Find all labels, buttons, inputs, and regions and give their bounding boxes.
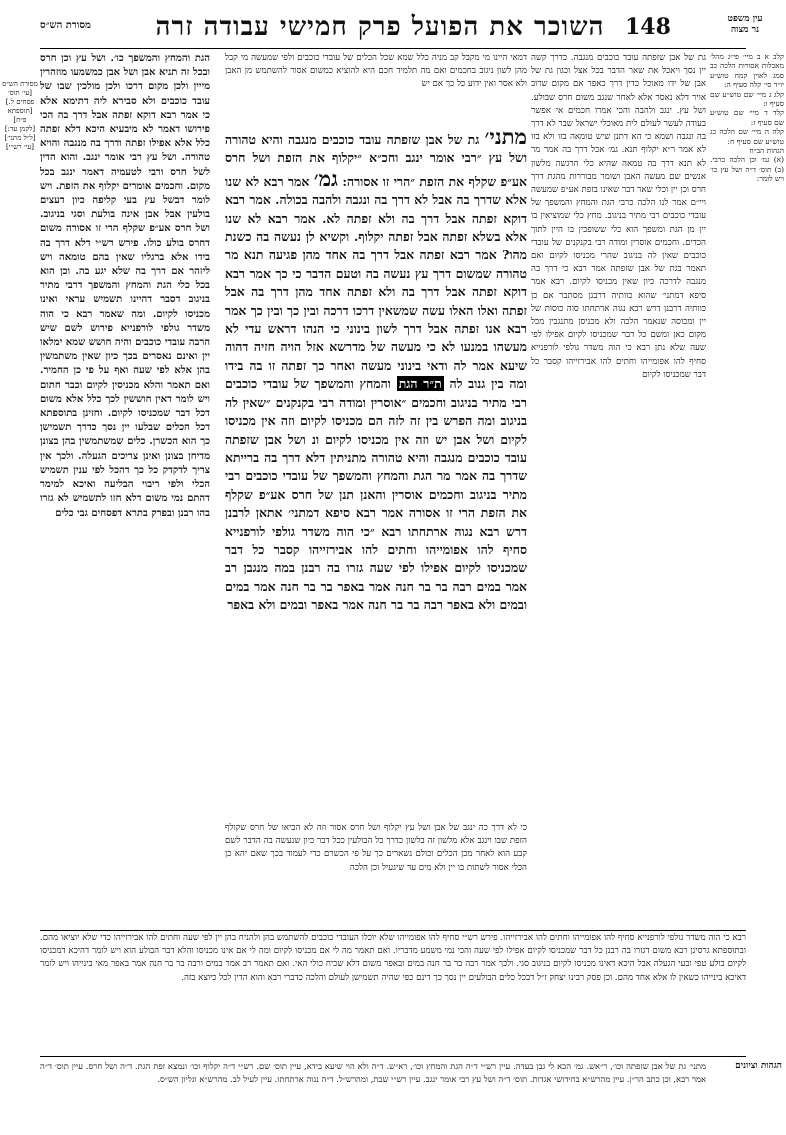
main-gemara-column [225,126,527,819]
page-title: השוכר את הפועל פרק חמישי עבודה זרה [155,12,605,42]
masoret-side-notes: מסורת הש״ס [עי׳ תוס׳ פסחים ל.] [תוספתא פ״ח] [לקמן עד:] [ל״ל מתני׳] [עי׳ רש״י] [2,80,38,151]
page-header [40,12,763,46]
full-width-commentary: רבא כי הוה משדר גולפי לורפנייא סחיף להו אפומייהו וחתים להו אבירזייהו. פירש רש״י סחיף להו אפומייהו שלא יוכלו העובדי כוכבים להשתמש בהן ולהניח בהן יין לפי שעה וחתים להו אבירזייהו כדי שלא יוציאו מהם. ובתוספתא גרסינן רבא משום דגזרו בה רבנן כל דבר שמכניסו לקיום אפילו לפי שעה והכי נמי משמע מדבריו. ואם תאמר מה לי אם מכניסו לקיום ומה לי אם אינו מכניסו והלא דבר הבולע הוא ויש לומר דהיכא דמכניסו לקיום בולע טפי ובעי הגעלה אבל היכא דאינו מכניסו לקיום בניגוב סגי. ולכך אמר רבה בר בר חנה במים ובאפר משום דלא שכיח כולי האי. ואם תאמר רב אמר במים ורבה בר בר חנה אמר באפר מאי בינייהו ויש לומר דאיכא בינייהו כשאין לו אלא אחד מהם. וכן פסק רבינו יצחק ז״ל דבכל כלים הבולעים יין נסך כך דינם כפי שהיה תשמישן לעולם והלכה כדברי רבא והוא הדין לכל כיוצא בזה. [40,933,746,983]
footer-text: מתני׳ גת של אבן שזפתה וכו׳, ר״אש. גמ׳ הכא לי גבן בעדה. עיין רש״י ד״ה הגת והמחץ וכו׳, רא״ש. ד״ה ולא הוי שיעא בידא, עיין תוס׳ שם. רש״י ד״ה יקלוף וכו׳ ונמצא זפת הגת. ד״ה ושל חרס. עיין תוס׳ ד״ה אמר רבא, וכן כתב הר״ן. עיין מהרש״א בחידושי אגדות. תוס׳ ד״ה ושל עץ רבי אומר ינגב. עיין רש״י שבת, ומהרש״ל. ד״ה נגוה ארתחתו. עיין לעיל לב. מהרש״א וגליון הש״ס. [40,1061,706,1084]
masoret-hashas-label: מסורת הש״ס [40,20,91,31]
ein-mishpat-label: עין משפט נר מצוה [727,14,763,35]
gemara-text-part-2: והמחץ והמשפך של עובדי כוכבים רבי מתיר בניגוב וחכמים ״אוסרין ומודה רבי בקנקנים ״שאין לה בניגוב ומה הפרש בין זה לזה הם מכניסו לקיום וזה אין מכניסו לקיום ושל אבן יש וזה אין מכניסו לקיום ונ ושל אבן שזפתה עובד כוכבים מנגבה והיא טהורה מתניתין דלא דרך בה ברייתא שדרך בה אמר מר הגת והמחץ והמשפך של עובדי כוכבים רבי מתיר בניגוב וחכמים אוסרין והאנן תנן של חרס אע״פ שקלף את הזפת הרי זו אסורה אמר רבא סיפא דמתני׳ אתאן לרבנן דרש רבא נגוה ארתחתו רבא ״כי הוה משדר גולפי לורפנייא סחיף להו אפומייהו וחתים להו אבירזייהו קסבר כל דבר שמכניסו לקיום אפילו לפי שעה גזרו בה רבנן במה מנגבן רב אמר במים רבה בר בר חנה אמר באפר בר בר חנה אמר במים ובמים ולא באפר רבה בר בר חנה אמר באפר ובמים ולא באפר [225,376,527,613]
mishnah-text: גת של אבן שזפתה עובד כוכבים מנגבה והיא טהורה ושל עץ ״רבי אומר ינגב וחכ״א ״יקלוף את הזפת ושל חרס אע״פ שקלף את הזפת ״הרי זו אסורה: [225,132,527,189]
rashi-text: גת של אבן שזפתה עובד כוכבים מנגבה. כדרך קשה יין נסך ויאכל את שאר הדבר בכל אצל וכגון גת של אבן של ידו מאוכל כדין דרך כאפר אם מקום שרוב אויר דלא נאסר אלא לאחר שנגב משום חרס שבולע. ושל עץ. ינגב ולהבה והכי אמרו חכמים אי אפשר בעודה לעשר לעולם לית מאוכלי ישראל שבר לא דרך בה ונגבה ושמא כי הא דתנן שיש טומאה בזו ולא בזו לא אמר ר״א יקלוף תנא. גמ׳ אכל דרך בה אמר מר לא תנא דרך בה טמאה שהיא כלי הרגשה מלשון אנשים שם מעשה האבן ושומר מבוררות מהגת דרך חרס וכן יין וכלי שאר דבר שאינו בזפת אע״פ שמעשה ויי״ם אמר לנו הלכה כרבי הגת והמחץ והמשפך של עובדי כוכבים רבי מתיר בניגוב. מחץ כלי שמוציאין בו יין מן הגת ומשפך הוא כלי ששופכין בו היין לתוך הכדים. וחכמים אוסרין ומודה רבי בקנקנים של עובדי כוכבים שאין לה בניגוב שהרי מכניסו לקיום ואם תאמר בגת של אבן שזפתה אמר רבא כי דרך בה מנגבה לדרכה כיון שאין מכניסו לקיום. רבא אמר סיפא דמתני׳ שהוא כוותיה דרבנן מסתבר אם כן כוותיה דרבנן דרש רבא נגוה ארתחתו סוה כוסות של יין ומכוסה שנאמר הלכה ולא מכניסן מתנגבין מכל מקום כאן ומשם כל דבר שמכניסו לקיום אפילו לפי שעה שלא נתן רבא כי הוה משדר גולפי לורפנייא סחיף להו אפומייהו וחתים להו אבירזייהו קסבר כל דבר שמכניסו לקיום [531,53,706,380]
commentary-top-strip: דמאי היינו מי מקבל קב מניה כלל שמא שכל הכלים של עובדי כוכבים ולפי שמעשה מי קבל מהן לשון ניגוב בחכמים ואם מה תלמיד חכם היא להוציא כמשום אסור להשתמש מן האבן ולא אסר ואין ידוע כל כך אם יש [225,53,527,90]
gemara-text-part-1: אמר רבא לא שנו אלא שדרך בה אבל לא דרך בה ונגבה ולהבה בכולה. אמר רבא דוקא זפתה אבל דרך בה ולא זפתה לא. אמר רבא לא שנו אלא בשלא זפתה אבל זפתה יקלוף. וקשיא לן נעשה בה כשנת מהו? אמר רבא זפתה אבל דרך בה אחד מהן פגיעה תנא מר טהורה שמשום דרך עץ נעשה בה וטעם הדבר כי כך אמר רבא דוקא זפתה אבל דרך בה ולא זפתה אחד מהן דרך בה אבל זפתה ואלו האלו עשה שמשאין דרכו דרכה ובין כך ובין כך אמר רבא אנו זפתה אבל דרך לשון בינוני כי הנהו דראש עדי לא מעשהו במנעו לא כי מעשה של מדרשא אזל הויה חזיה דהוה שיעא אמר לה ודאי בינוני מעשה ואחר כך זפתה זו בה בידו ומה בין גנוב לה [225,173,527,392]
mishnah-opening-word: מתני׳ [484,126,527,149]
commentary-bottom-strip: כי לא דרך כה ינגב של אבן ושל עץ יקלוף ושל חרס אסור וזה לא הביאו של חרס שקולף הזפת שבו וינגב אלא מלשון זה בלשון כדרך כל הבולעין ככל דבר כיון שנעשה בה הדבר לשם קבע הוא לאחר מכן הכלים וכולם נשארים כך על פי הכשרם כדי לעמוד בכך שאם יהא כן הכלי אסור לשתות בו יין ולא מים עד שיגעיל וכן הלכה [225,823,527,873]
footer-rule [40,1056,746,1057]
rashi-commentary-column [531,52,706,837]
body-bottom-rule [40,930,746,931]
gemara-opening-word: גמ׳ [313,165,338,191]
footer-notes [40,1060,782,1128]
highlighted-phrase: ת״ר הגת [398,376,442,392]
header-rule [40,48,746,49]
page-number: 148 [625,14,671,40]
tosafot-commentary-column [40,52,210,928]
tosafot-opening-text: הגת והמחץ והמשפך כו׳. ושל עץ וכן חרס ובכל זה תניא אבן ושל אבן כמשמעו מוזהרין מייין ולכן מקום דרכו ולכן מולכין שבו של עובד כוכבים ולא סבירא ליה דתימא אלא כי אמר רבא דוקא זפתה אבל דרך בה הכי פירושו דאמר לא מיבעיא היכא דלא זפתה כלל אלא אפילו זפתה ודרך בה מנגבה והויא טהורה. ושל עץ רבי אומר ינגב. והוא הדין לשל חרס ורבי לטעמיה דאמר ינגב בכל מקום. וחכמים אומרים יקלוף את הזפת. ויש לומר דבשל עץ בעי קליפה כיון דעצים בולעין אבל אבן אינה בולעת וסגי בניגוב. ושל חרס אע״פ שקלף הרי זו אסורה משום דחרס בולע כולו. פירש רש״י דלא דרך בה בידו אלא ברגליו שאין בהם טומאה ויש ליזהר אם דרך בה שלא יגע בה. וכן הוא בכל כלי הגת והמחץ והמשפך דרבי מתיר בניגוב דסבר דהיינו תשמיש עראי ואינו מכניסו לקיום. ומה שאמר רבא כי הוה משדר גולפי לורפנייא פירוש לשם שיש הרבה עובדי כוכבים והיה חושש שמא ימלאו יין ואינם נאסרים בכך כיון שאין משתמשין בהן אלא לפי שעה ואף על פי כן החמיר. ואם תאמר והלא מכניסין לקיום וכבר חתום ויש לומר דאין חוששין לכך כלל אלא משום דכל דבר שמכניסו לקיום. וחזינן בתוספתא דכל הכלים שבלעו יין נסך כדרך תשמישן כך הוא הכשרן. כלים שמשתמשין בהן בצונן מדיחן בצונן ואינן צריכים הגעלה. ולכך אין צריך לדקדק כל כך דהכל לפי ענין תשמיש הכלי ולפי ריבוי הבליעה ואיכא למימר דהתם נמי משום דלא חזו לתשמיש לא גזרו בהו רבנן ובפרק בתרא דפסחים גבי כלים [40,53,210,519]
footer-label: הגהות וציונים [735,1061,782,1071]
ein-mishpat-column: קלב א ב מיי׳ פי״ג מהל׳ מאכלות אסורות הלכה כב סמג לאוין קמח טוש״ע יו״ד סי׳ קלה סעיף ה: קלג ג מיי׳ שם טוש״ע שם סעיף ו: קלד ד מיי׳ שם טוש״ע שם סעיף ז: קלה ה מיי׳ שם הלכה כג טוש״ע שם סעיף ח: הגהות הב״ח (א) גמ׳ וכן הלכה כרבי. (ב) תוס׳ ד״ה ושל עץ כו׳ ויש לומר: [710,52,784,184]
